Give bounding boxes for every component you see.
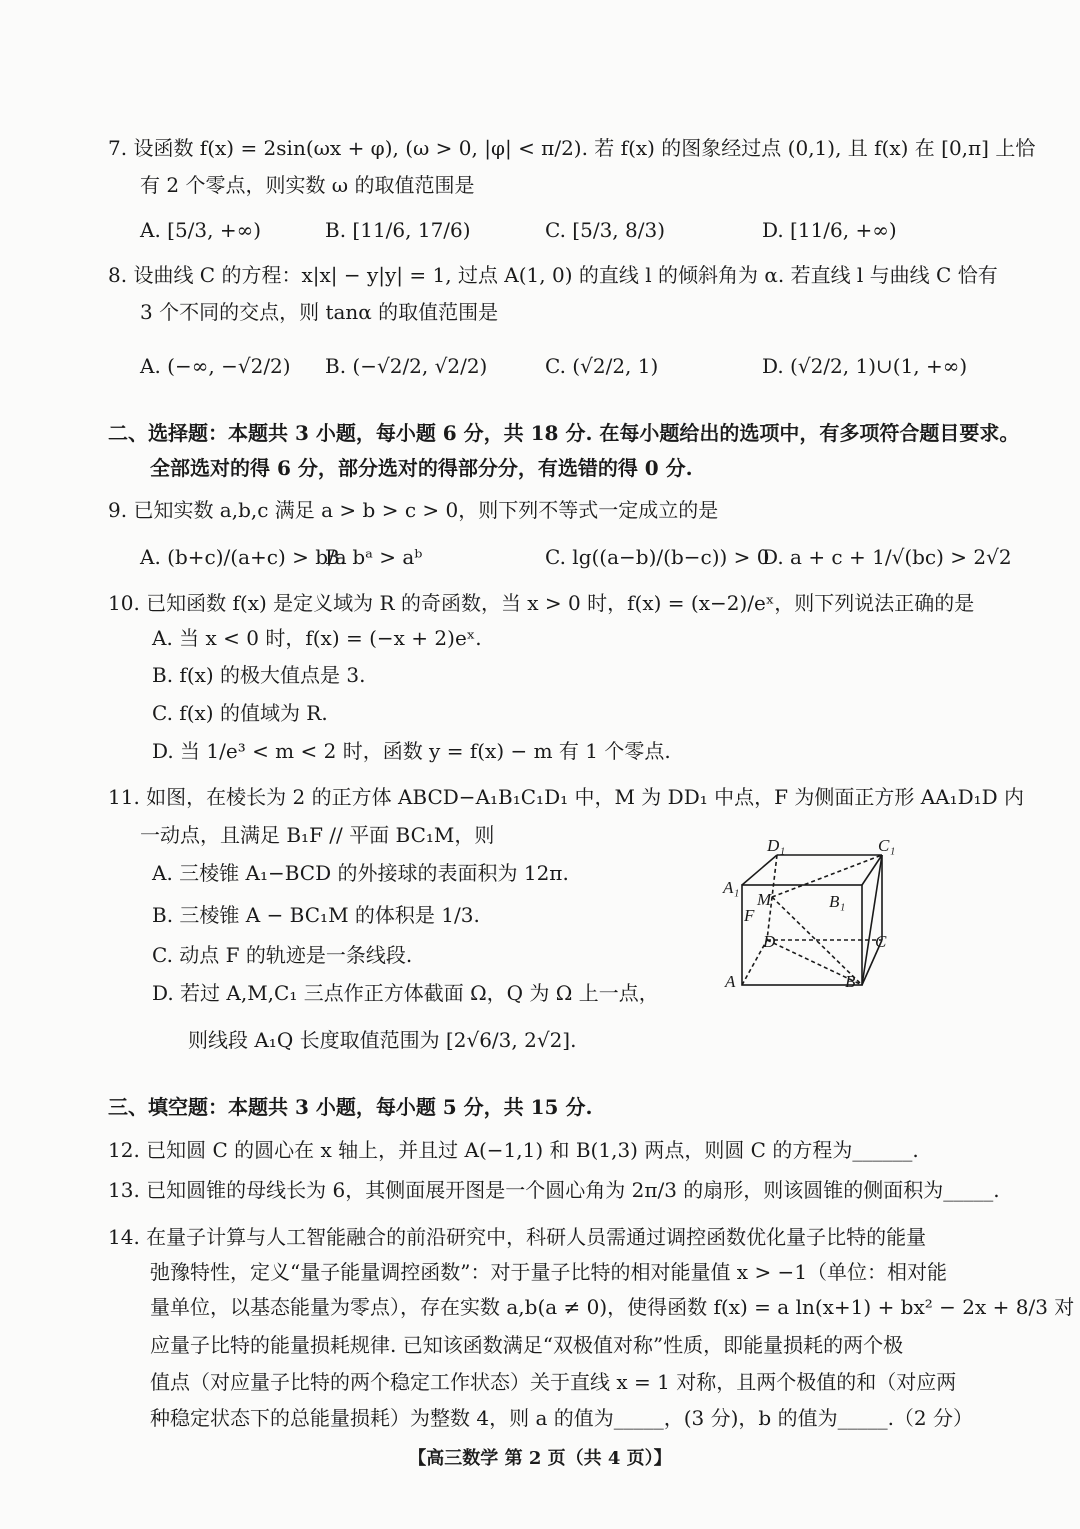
q10-option-b: B. f(x) 的极大值点是 3. xyxy=(152,663,366,687)
q7-option-d: D. [11/6, +∞) xyxy=(762,218,897,242)
label-a: A xyxy=(725,972,736,991)
q9-option-c: C. lg((a−b)/(b−c)) > 0 xyxy=(545,545,770,569)
q11-option-d-cont: 则线段 A₁Q 长度取值范围为 [2√6/3, 2√2]. xyxy=(188,1028,577,1052)
q14-line5: 值点（对应量子比特的两个稳定工作状态）关于直线 x = 1 对称，且两个极值的和（对应两 xyxy=(150,1370,957,1394)
q14-line1: 14. 在量子计算与人工智能融合的前沿研究中，科研人员需通过调控函数优化量子比特的能量 xyxy=(108,1225,927,1249)
q14-line2: 弛豫特性，定义“量子能量调控函数”：对于量子比特的相对能量值 x > −1（单位：相对能 xyxy=(150,1260,948,1284)
label-a1: A₁ xyxy=(723,878,740,897)
q9-option-d: D. a + c + 1/√(bc) > 2√2 xyxy=(762,545,1012,569)
q11-option-c: C. 动点 F 的轨迹是一条线段. xyxy=(152,943,413,967)
q10-option-a: A. 当 x < 0 时，f(x) = (−x + 2)eˣ. xyxy=(152,626,482,650)
q7-option-c: C. [5/3, 8/3) xyxy=(545,218,665,242)
label-b: B xyxy=(845,972,856,991)
q9-option-b: B. bᵃ > aᵇ xyxy=(325,545,423,569)
label-b1: B₁ xyxy=(829,892,846,911)
label-d: D xyxy=(763,932,776,951)
q8-line2: 3 个不同的交点，则 tanα 的取值范围是 xyxy=(140,300,499,324)
label-f: F xyxy=(744,906,755,925)
q7-line2: 有 2 个零点，则实数 ω 的取值范围是 xyxy=(140,173,475,197)
section-2-line2: 全部选对的得 6 分，部分选对的得部分分，有选错的得 0 分. xyxy=(150,456,693,480)
q11-option-b: B. 三棱锥 A − BC₁M 的体积是 1/3. xyxy=(152,903,480,927)
q14-line6: 种稳定状态下的总能量损耗）为整数 4，则 a 的值为_____，(3 分)，b 的值为_____.（2 分） xyxy=(150,1406,974,1430)
q7-option-b: B. [11/6, 17/6) xyxy=(325,218,471,242)
section-2-line1: 二、选择题：本题共 3 小题，每小题 6 分，共 18 分. 在每小题给出的选项中，有多项符合题目要求。 xyxy=(108,421,1020,445)
q14-line3: 量单位，以基态能量为零点），存在实数 a,b(a ≠ 0)，使得函数 f(x) = a ln(x+1) + bx² − 2x + 8/3 对 xyxy=(150,1295,1075,1319)
label-c1: C₁ xyxy=(878,836,896,855)
section-3-header: 三、填空题：本题共 3 小题，每小题 5 分，共 15 分. xyxy=(108,1095,593,1119)
cube-figure xyxy=(715,835,905,995)
q10-line1: 10. 已知函数 f(x) 是定义域为 R 的奇函数，当 x > 0 时，f(x) = (x−2)/eˣ，则下列说法正确的是 xyxy=(108,591,975,615)
label-c: C xyxy=(875,932,887,951)
q11-option-d: D. 若过 A,M,C₁ 三点作正方体截面 Ω，Q 为 Ω 上一点， xyxy=(152,981,659,1005)
label-m: M xyxy=(757,890,772,909)
question-12: 12. 已知圆 C 的圆心在 x 轴上，并且过 A(−1,1) 和 B(1,3) 两点，则圆 C 的方程为______. xyxy=(108,1138,919,1162)
q9-line1: 9. 已知实数 a,b,c 满足 a > b > c > 0，则下列不等式一定成立的是 xyxy=(108,498,719,522)
q8-option-a: A. (−∞, −√2/2) xyxy=(140,354,291,378)
q11-line1: 11. 如图，在棱长为 2 的正方体 ABCD−A₁B₁C₁D₁ 中，M 为 DD₁ 中点，F 为侧面正方形 AA₁D₁D 内 xyxy=(108,785,1025,809)
q11-line2: 一动点，且满足 B₁F // 平面 BC₁M，则 xyxy=(140,823,495,847)
q7-option-a: A. [5/3, +∞) xyxy=(140,218,262,242)
question-13: 13. 已知圆锥的母线长为 6，其侧面展开图是一个圆心角为 2π/3 的扇形，则该圆锥的侧面积为_____. xyxy=(108,1178,1000,1202)
q8-option-b: B. (−√2/2, √2/2) xyxy=(325,354,488,378)
q11-option-a: A. 三棱锥 A₁−BCD 的外接球的表面积为 12π. xyxy=(152,861,569,885)
q10-option-d: D. 当 1/e³ < m < 2 时，函数 y = f(x) − m 有 1 个零点. xyxy=(152,739,671,763)
q8-line1: 8. 设曲线 C 的方程：x|x| − y|y| = 1, 过点 A(1, 0) 的直线 l 的倾斜角为 α. 若直线 l 与曲线 C 恰有 xyxy=(108,263,998,287)
q10-option-c: C. f(x) 的值域为 R. xyxy=(152,701,328,725)
q8-option-c: C. (√2/2, 1) xyxy=(545,354,659,378)
q8-option-d: D. (√2/2, 1)∪(1, +∞) xyxy=(762,354,968,378)
q7-line1: 7. 设函数 f(x) = 2sin(ωx + φ), (ω > 0, |φ| < π/2). 若 f(x) 的图象经过点 (0,1), 且 f(x) 在 [0,π] 上恰 xyxy=(108,136,1036,160)
q14-line4: 应量子比特的能量损耗规律. 已知该函数满足“双极值对称”性质，即能量损耗的两个极 xyxy=(150,1333,904,1357)
label-d1: D₁ xyxy=(767,836,786,855)
q9-option-a: A. (b+c)/(a+c) > b/a xyxy=(140,545,347,569)
page-footer: 【高三数学 第 2 页（共 4 页）】 xyxy=(408,1448,672,1469)
